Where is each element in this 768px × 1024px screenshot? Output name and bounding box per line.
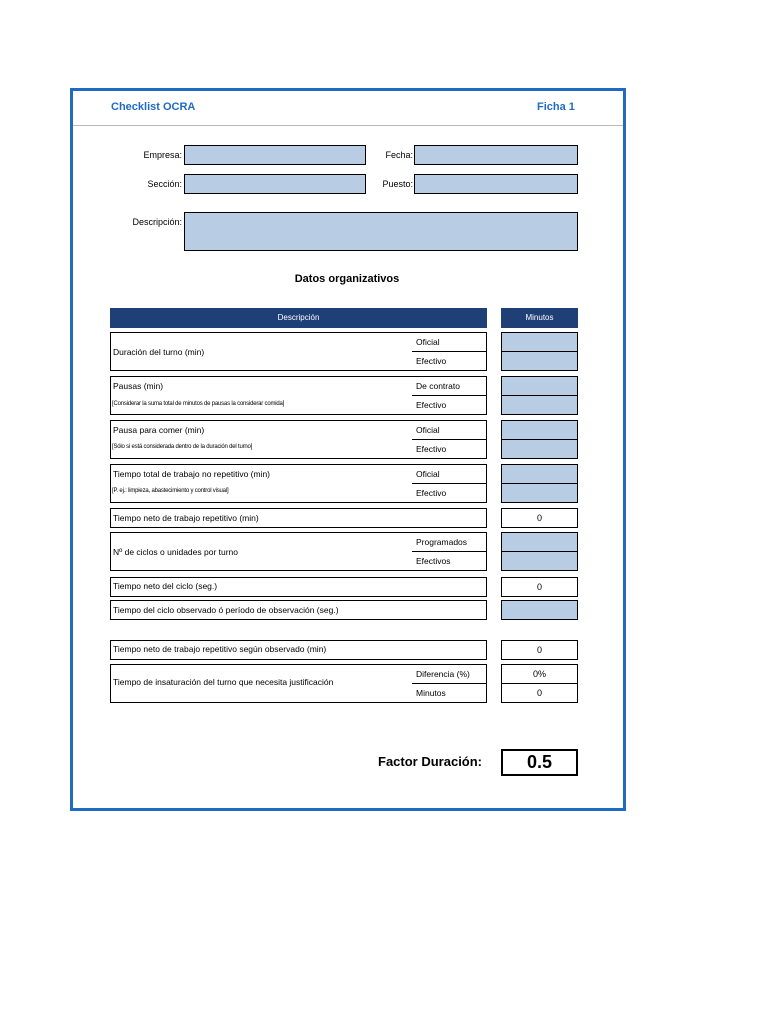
- pausas-efectivo-input[interactable]: [501, 395, 578, 415]
- column-header-description: Descripción: [110, 308, 487, 328]
- row-comer-label: Pausa para comer (min): [113, 425, 205, 435]
- row-ciclo-observado-label: Tiempo del ciclo observado ó período de observación (seg.): [113, 605, 339, 615]
- no-repetitivo-oficial-input[interactable]: [501, 464, 578, 484]
- row-divider: [412, 395, 487, 396]
- page-title: Checklist OCRA: [111, 101, 196, 113]
- row-pausas-note: [Considerar la suma total de minutos de pausas la considerar comida]: [112, 401, 285, 407]
- sheet-label: Ficha 1: [537, 101, 575, 113]
- insaturacion-minutos-value: 0: [501, 683, 578, 703]
- row-comer-sub1: Oficial: [416, 425, 440, 435]
- descripcion-label: Descripción:: [132, 217, 182, 227]
- no-repetitivo-efectivo-input[interactable]: [501, 483, 578, 503]
- neto-ciclo-value: 0: [501, 577, 578, 597]
- empresa-field[interactable]: [184, 145, 366, 165]
- row-ciclos-label: Nº de ciclos o unidades por turno: [113, 547, 239, 557]
- column-header-minutes: Minutos: [501, 308, 578, 328]
- ciclos-programados-input[interactable]: [501, 532, 578, 552]
- factor-value: 0.5: [501, 749, 578, 776]
- puesto-label: Puesto:: [382, 179, 413, 189]
- row-ciclos-sub1: Programados: [416, 537, 468, 547]
- duracion-efectivo-input[interactable]: [501, 351, 578, 371]
- row-pausas-sub1: De contrato: [416, 381, 460, 391]
- row-ciclos-sub2: Efectivos: [416, 556, 451, 566]
- comer-oficial-input[interactable]: [501, 420, 578, 440]
- row-insaturacion-sub2: Minutos: [416, 688, 446, 698]
- seccion-field[interactable]: [184, 174, 366, 194]
- row-comer-note: [Sólo si está considerada dentro de la duración del turno]: [112, 444, 253, 450]
- puesto-field[interactable]: [414, 174, 578, 194]
- row-duracion-label: Duración del turno (min): [113, 347, 205, 357]
- row-insaturacion-sub1: Diferencia (%): [416, 669, 470, 679]
- row-no-repetitivo-label: Tiempo total de trabajo no repetitivo (min): [113, 469, 271, 479]
- pausas-contrato-input[interactable]: [501, 376, 578, 396]
- seccion-label: Sección:: [147, 179, 182, 189]
- row-divider: [412, 483, 487, 484]
- row-duracion-sub1: Oficial: [416, 337, 440, 347]
- factor-label: Factor Duración:: [378, 754, 483, 769]
- row-no-repetitivo-sub1: Oficial: [416, 469, 440, 479]
- row-no-repetitivo-note: [P. ej.: limpieza, abastecimiento y control visual]: [112, 488, 229, 494]
- row-insaturacion-label: Tiempo de insaturación del turno que necesita justificación: [113, 677, 334, 687]
- row-pausas-label: Pausas (min): [113, 381, 164, 391]
- descripcion-field[interactable]: [184, 212, 578, 251]
- row-neto-repetitivo-label: Tiempo neto de trabajo repetitivo (min): [113, 513, 259, 523]
- neto-repetitivo-value: 0: [501, 508, 578, 528]
- row-divider: [412, 551, 487, 552]
- row-divider: [412, 683, 487, 684]
- repetitivo-observado-value: 0: [501, 640, 578, 660]
- ciclos-efectivos-input[interactable]: [501, 551, 578, 571]
- row-comer-sub2: Efectivo: [416, 444, 447, 454]
- section-title: Datos organizativos: [294, 273, 400, 285]
- empresa-label: Empresa:: [143, 150, 182, 160]
- duracion-oficial-input[interactable]: [501, 332, 578, 352]
- ciclo-observado-input[interactable]: [501, 600, 578, 620]
- fecha-field[interactable]: [414, 145, 578, 165]
- insaturacion-diferencia-value: 0%: [501, 664, 578, 684]
- header-divider: [73, 125, 623, 126]
- comer-efectivo-input[interactable]: [501, 439, 578, 459]
- row-duracion-sub2: Efectivo: [416, 356, 447, 366]
- row-repetitivo-observado-label: Tiempo neto de trabajo repetitivo según observado (min): [113, 644, 327, 654]
- fecha-label: Fecha:: [385, 150, 413, 160]
- row-divider: [412, 439, 487, 440]
- row-neto-ciclo-label: Tiempo neto del ciclo (seg.): [113, 581, 218, 591]
- row-no-repetitivo-sub2: Efectivo: [416, 488, 447, 498]
- row-pausas-sub2: Efectivo: [416, 400, 447, 410]
- row-divider: [412, 351, 487, 352]
